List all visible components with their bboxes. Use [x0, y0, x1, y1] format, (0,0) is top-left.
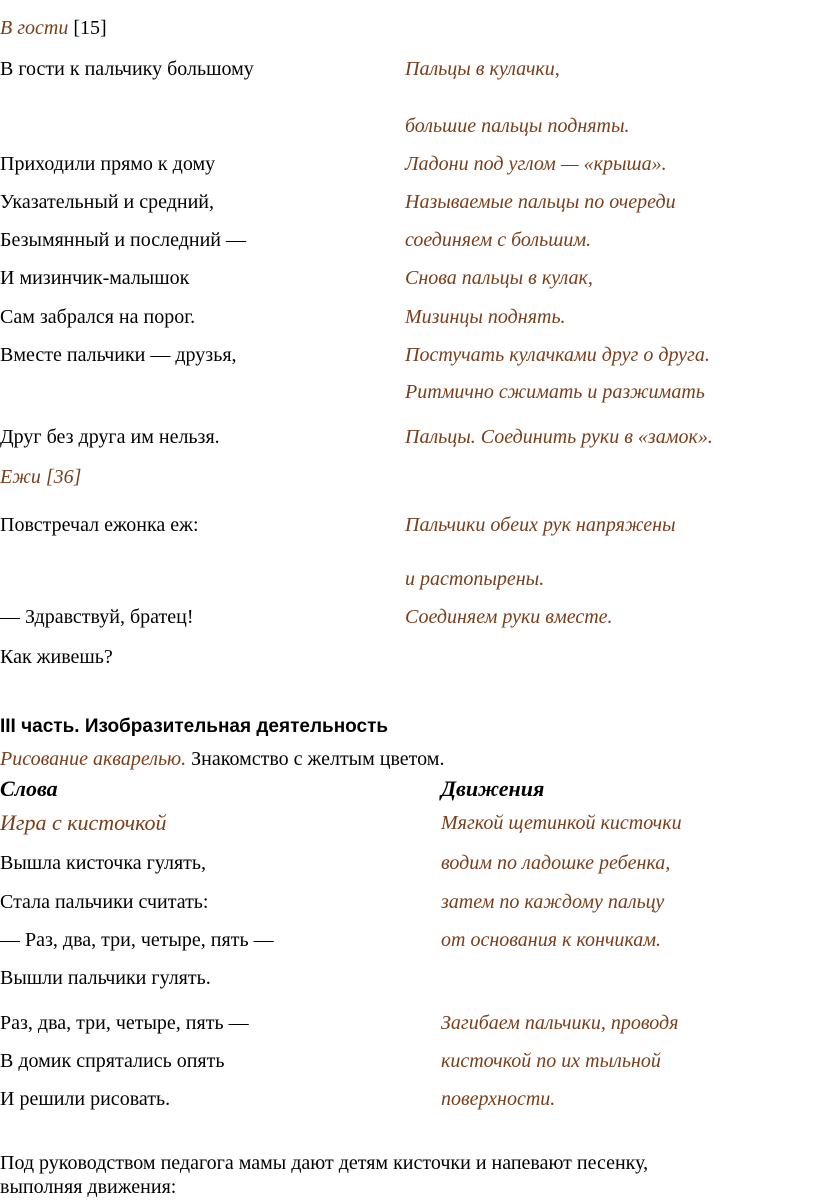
moves-line: и растопырены. — [405, 568, 545, 590]
moves-line: водим по ладошке ребенка, — [441, 852, 671, 874]
moves-line: большие пальцы подняты. — [405, 115, 630, 137]
part-subtitle — [0, 747, 444, 771]
footer-paragraph-line-1: Под руководством педагога мамы дают детям кисточки и напевают песенку, — [0, 1152, 649, 1174]
moves-line: Снова пальцы в кулак, — [405, 267, 593, 289]
moves-line: кисточкой по их тыльной — [441, 1050, 661, 1072]
moves-line: Мизинцы поднять. — [405, 306, 566, 328]
column-header-moves: Движения — [441, 776, 545, 801]
words-line: Указательный и средний, — [0, 191, 214, 213]
words-line: И решили рисовать. — [0, 1088, 171, 1110]
moves-line: соединяем с большим. — [405, 229, 592, 251]
moves-line: от основания к кончикам. — [441, 929, 662, 951]
words-line: Друг без друга им нельзя. — [0, 426, 220, 448]
moves-line: Пальцы в кулачки, — [405, 58, 560, 80]
words-line: Раз, два, три, четыре, пять — — [0, 1012, 249, 1034]
moves-line: Постучать кулачками друг о друга. — [405, 344, 710, 366]
words-line: — Здравствуй, братец! — [0, 606, 194, 628]
poem-title-italic: В гости — [0, 17, 69, 39]
words-line: Вместе пальчики — друзья, — [0, 344, 237, 366]
moves-line: Пальцы. Соединить руки в «замок». — [405, 426, 713, 448]
words-line: Приходили прямо к дому — [0, 153, 216, 175]
part-subtitle-italic: Рисование акварелью. — [0, 748, 187, 770]
words-line: Как живешь? — [0, 646, 113, 668]
part-heading: III часть. Изобразительная деятельность — [0, 716, 389, 737]
words-line: Стала пальчики считать: — [0, 891, 209, 913]
moves-line: Ритмично сжимать и разжимать — [405, 381, 705, 403]
words-line: Вышла кисточка гулять, — [0, 852, 207, 874]
part-subtitle-rest: Знакомство с желтым цветом. — [186, 748, 445, 770]
words-line: Повстречал ежонка еж: — [0, 514, 199, 536]
words-line: В гости к пальчику большому — [0, 58, 254, 80]
words-line: И мизинчик-малышок — [0, 267, 190, 289]
moves-line: Пальчики обеих рук напряжены — [405, 514, 676, 536]
moves-line: поверхности. — [441, 1088, 556, 1110]
poem-title-ref: [15] — [68, 17, 107, 39]
moves-line: Соединяем руки вместе. — [405, 606, 613, 628]
moves-line: Ладони под углом — «крыша». — [405, 153, 667, 175]
poem-title-v-gosti — [0, 16, 107, 40]
words-line: В домик спрятались опять — [0, 1050, 225, 1072]
words-line: Вышли пальчики гулять. — [0, 967, 211, 989]
footer-paragraph-line-2: выполняя движения: — [0, 1176, 177, 1198]
moves-line: Мягкой щетинкой кисточки — [441, 812, 682, 834]
words-line: Безымянный и последний — — [0, 229, 247, 251]
words-line: Сам забрался на порог. — [0, 306, 196, 328]
moves-line: затем по каждому пальцу — [441, 891, 665, 913]
moves-line: Загибаем пальчики, проводя — [441, 1012, 679, 1034]
column-header-words: Слова — [0, 776, 58, 801]
moves-line: Называемые пальцы по очереди — [405, 191, 676, 213]
words-line: — Раз, два, три, четыре, пять — — [0, 929, 274, 951]
poem-title-ezhi: Ежи [36] — [0, 466, 82, 488]
game-title: Игра с кисточкой — [0, 810, 167, 835]
